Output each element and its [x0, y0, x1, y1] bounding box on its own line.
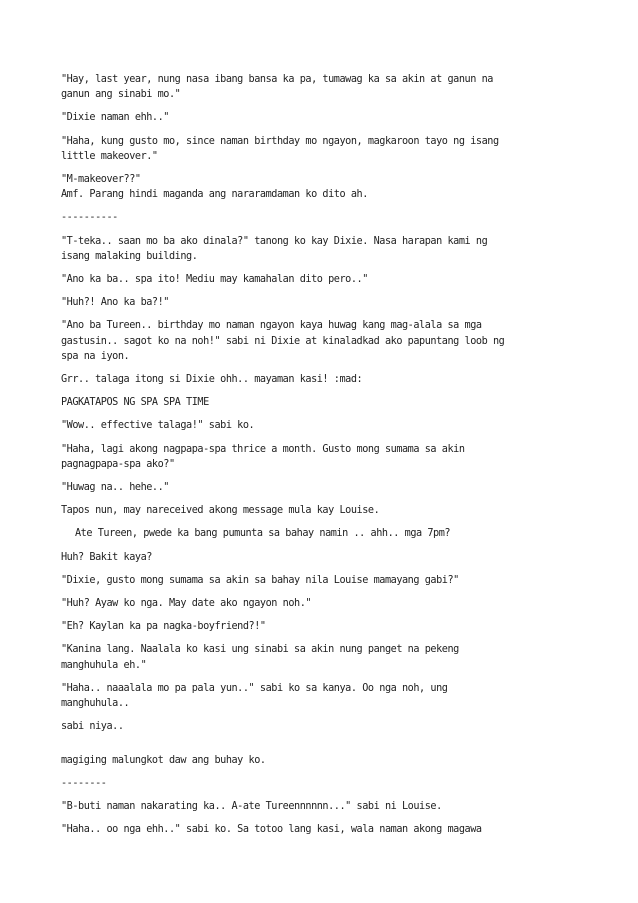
paragraph-23: sabi niya.. — [61, 721, 124, 733]
paragraph-2: "Dixie naman ehh.." — [61, 112, 169, 124]
paragraph-24: magiging malungkot daw ang buhay ko. — [61, 754, 266, 766]
paragraph-15: Tapos nun, may nareceived akong message mula kay Louise. — [61, 505, 380, 517]
scene-divider: ---------- — [61, 212, 118, 224]
paragraph-7: "Ano ka ba.. spa ito! Mediu may kamahalan dito pero.." — [61, 274, 368, 286]
paragraph-27: "Haha.. oo nga ehh.." sabi ko. Sa totoo lang kasi, wala naman akong magawa — [61, 824, 482, 836]
paragraph-13: "Haha, lagi akong nagpapa-spa thrice a month. Gusto mong sumama sa akin pagnagpapa-spa ako?" — [61, 443, 465, 470]
paragraph-8: "Huh?! Ano ka ba?!" — [61, 297, 169, 309]
paragraph-20: "Eh? Kaylan ka pa nagka-boyfriend?!" — [61, 621, 266, 633]
paragraph-21: "Kanina lang. Naalala ko kasi ung sinabi sa akin nung panget na pekeng manghuhula eh." — [61, 644, 459, 671]
document-body — [61, 72, 581, 845]
paragraph-6: "T-teka.. saan mo ba ako dinala?" tanong ko kay Dixie. Nasa harapan kami ng isang malaking building. — [61, 235, 488, 262]
paragraph-4: "M-makeover??" Amf. Parang hindi maganda ang nararamdaman ko dito ah. — [61, 174, 368, 201]
paragraph-10: Grr.. talaga itong si Dixie ohh.. mayaman kasi! :mad: — [61, 374, 363, 386]
paragraph-12: "Wow.. effective talaga!" sabi ko. — [61, 420, 255, 432]
text-message: Ate Tureen, pwede ka bang pumunta sa bahay namin .. ahh.. mga 7pm? — [75, 528, 451, 540]
paragraph-19: "Huh? Ayaw ko nga. May date ako ngayon noh." — [61, 598, 312, 610]
paragraph-18: "Dixie, gusto mong sumama sa akin sa bahay nila Louise mamayang gabi?" — [61, 574, 459, 586]
paragraph-14: "Huwag na.. hehe.." — [61, 482, 169, 494]
paragraph-22: "Haha.. naaalala mo pa pala yun.." sabi ko sa kanya. Oo nga noh, ung manghuhula.. — [61, 682, 448, 710]
scene-divider-2: -------- — [61, 777, 107, 789]
paragraph-26: "B-buti naman nakarating ka.. A-ate Tureennnnnn..." sabi ni Louise. — [61, 800, 442, 812]
paragraph-1: "Hay, last year, nung nasa ibang bansa ka pa, tumawag ka sa akin at ganun na ganun ang sinabi mo." — [61, 74, 493, 101]
paragraph-3: "Haha, kung gusto mo, since naman birthday mo ngayon, magkaroon tayo ng isang little makeover." — [61, 135, 499, 162]
paragraph-9: "Ano ba Tureen.. birthday mo naman ngayon kaya huwag kang mag-alala sa mga gastusin.. sagot ko na noh!" sabi ni Dixie at kinaladkad ako papuntang loob ng spa na iyon. — [61, 320, 505, 362]
section-heading: PAGKATAPOS NG SPA SPA TIME — [61, 397, 209, 409]
paragraph-17: Huh? Bakit kaya? — [61, 551, 152, 563]
